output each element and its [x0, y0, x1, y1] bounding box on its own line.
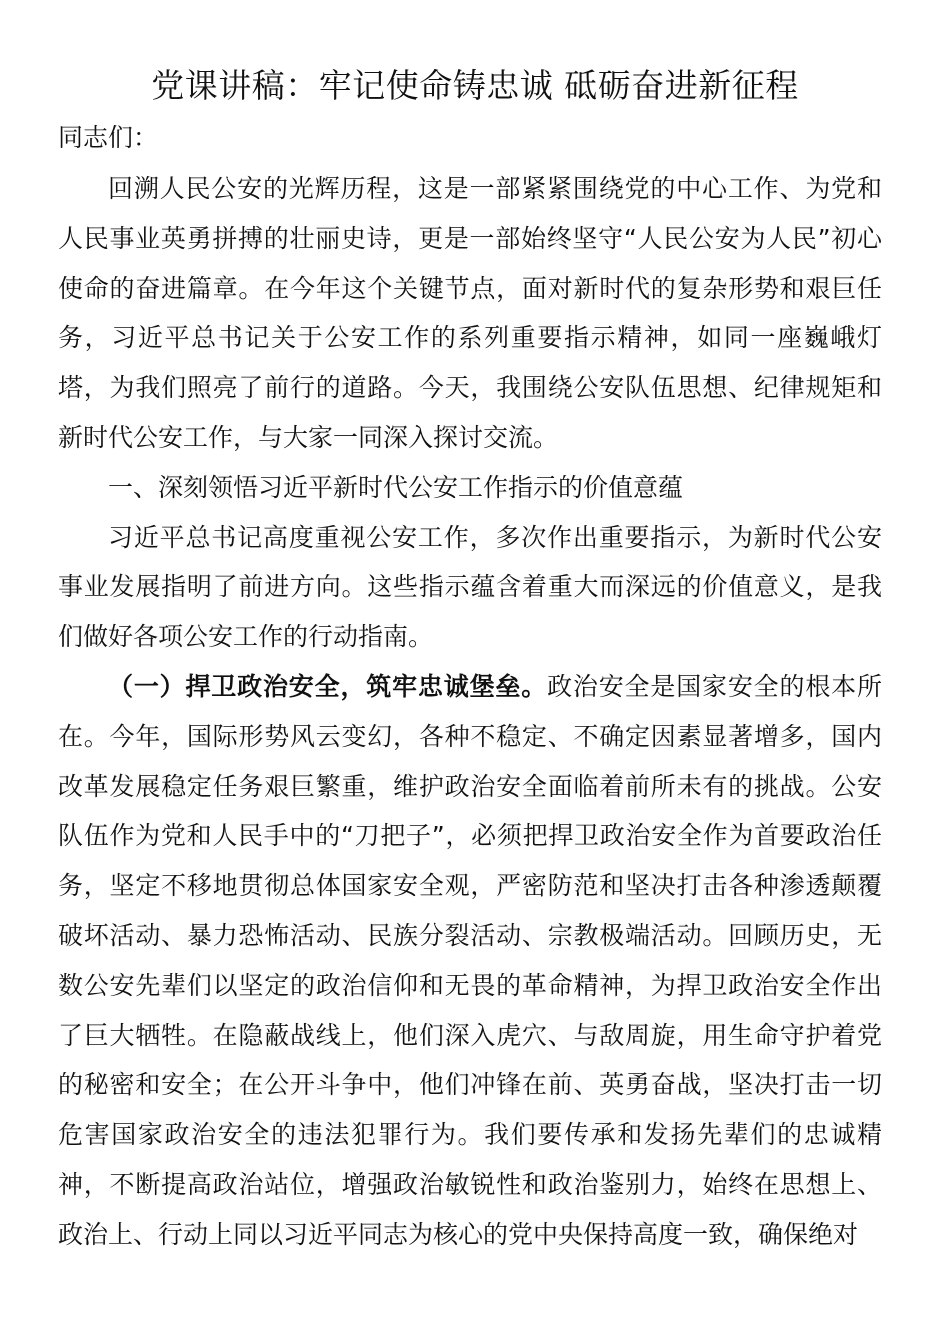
intro-paragraph: 回溯人民公安的光辉历程，这是一部紧紧围绕党的中心工作、为党和人民事业英勇拼搏的壮丽史诗，更是一部始终坚守“人民公安为人民”初心使命的奋进篇章。在今年这个关键节点，面对新时代的复杂形势和艰巨任务，习近平总书记关于公安工作的系列重要指示精神，如同一座巍峨灯塔，为我们照亮了前行的道路。今天，我围绕公安队伍思想、纪律规矩和新时代公安工作，与大家一同深入探讨交流。	[58, 174, 882, 452]
subsection-lead: （一）捍卫政治安全，筑牢忠诚堡垒。	[108, 671, 548, 701]
document-body	[58, 164, 882, 1260]
document-title: 党课讲稿：牢记使命铸忠诚 砥砺奋进新征程	[151, 66, 799, 105]
section-intro-paragraph: 习近平总书记高度重视公安工作，多次作出重要指示，为新时代公安事业发展指明了前进方向。这些指示蕴含着重大而深远的价值意义，是我们做好各项公安工作的行动指南。	[58, 522, 882, 652]
subsection-text: 政治安全是国家安全的根本所在。今年，国际形势风云变幻，各种不稳定、不确定因素显著增多，国内改革发展稳定任务艰巨繁重，维护政治安全面临着前所未有的挑战。公安队伍作为党和人民手中的“刀把子”，必须把捍卫政治安全作为首要政治任务，坚定不移地贯彻总体国家安全观，严密防范和坚决打击各种渗透颠覆破坏活动、暴力恐怖活动、民族分裂活动、宗教极端活动。回顾历史，无数公安先辈们以坚定的政治信仰和无畏的革命精神，为捍卫政治安全作出了巨大牺牲。在隐蔽战线上，他们深入虎穴、与敌周旋，用生命守护着党的秘密和安全；在公开斗争中，他们冲锋在前、英勇奋战，坚决打击一切危害国家政治安全的违法犯罪行为。我们要传承和发扬先辈们的忠诚精神，不断提高政治站位，增强政治敏锐性和政治鉴别力，始终在思想上、政治上、行动上同以习近平同志为核心的党中央保持高度一致，确保绝对	[58, 671, 882, 1249]
subsection-paragraph	[58, 662, 882, 1260]
salutation: 同志们：	[58, 123, 159, 152]
section-heading: 一、深刻领悟习近平新时代公安工作指示的价值意蕴	[108, 472, 684, 502]
